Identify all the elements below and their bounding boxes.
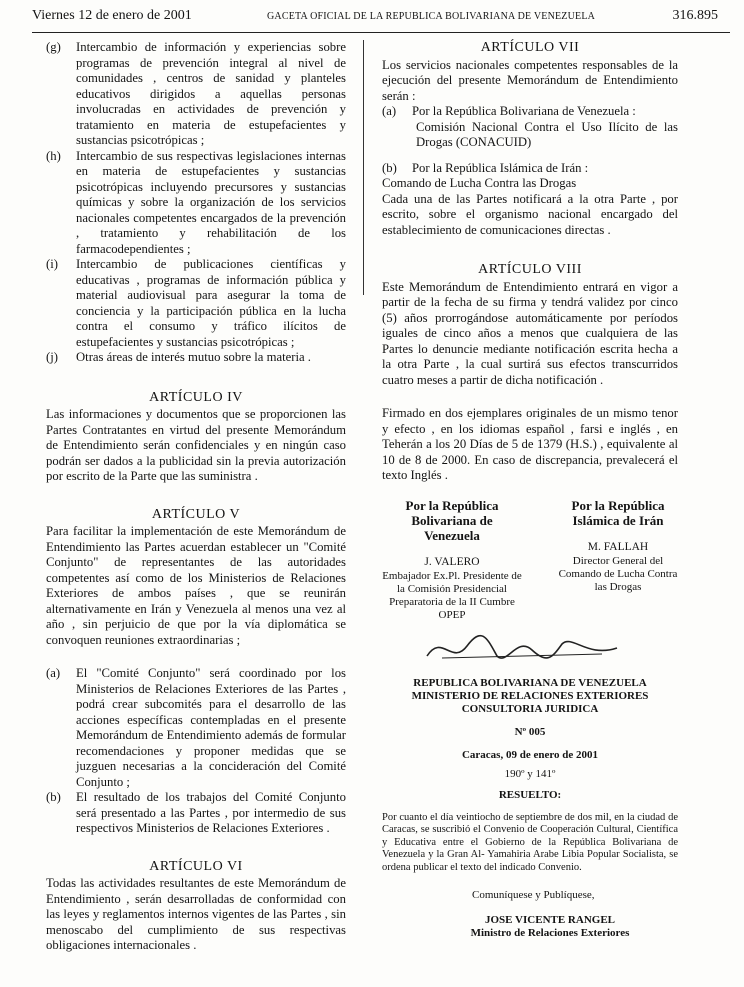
item-label: (b) [382,160,397,175]
column-divider [363,40,364,295]
resolution-years: 190º y 141º [504,767,556,780]
header-date: Viernes 12 de enero de 2001 [32,8,192,23]
resolution-header-line: CONSULTORIA JURIDICA [461,702,599,715]
header-page-number: 316.895 [672,8,718,23]
item-text: Intercambio de información y experiencias sobre programas de prevención integral al nivel de comunidades , centros de sanidad y planteles educativos dirigidos a aquellas personas involucradas en actividades de prevención y tratamiento en materia de estupefacientes y sustancias psicotrópicas ; [76,40,346,147]
list-item [46,790,346,837]
article-6-title: ARTÍCULO VI [149,858,243,874]
list-item [46,350,346,366]
signatures [382,498,678,623]
resolution-header [382,677,678,716]
resolution-header-line: REPUBLICA BOLIVARIANA DE VENEZUELA [413,676,647,689]
item-text: Por la República Bolivariana de Venezuela : [412,104,636,118]
item-text: Otras áreas de interés mutuo sobre la materia . [76,350,311,364]
list-item [46,40,346,149]
minister-name: JOSE VICENTE RANGEL [485,913,615,926]
item-text: Intercambio de publicaciones científicas y educativas , programas de información pública y material audiovisual para asegurar la toma de conciencia y la participación pública en la lucha contra el consumo y tráfico ilícitos de estupefacientes y sustancias psicotrópicas ; [76,257,346,349]
item-text: El "Comité Conjunto" será coordinado por los Ministerios de Relaciones Exteriores de las Partes , podrá crear subcomités para el desarrollo de las acciones específicas contempladas en el presente Memorándum de Entendimiento además de formular recomendaciones y proponer medidas que se juzguen necesarias a la concideración del Comité Conjunto ; [76,666,346,789]
list-item [46,257,346,350]
signature-role: Director General del Comando de Lucha Contra las Drogas [558,555,678,593]
right-column [382,40,678,940]
item-label: (a) [382,104,397,118]
resolution-body: Por cuanto el día veintiocho de septiembre de dos mil, en la ciudad de Caracas, se suscribió el Convenio de Cooperación Cultural, Científica y Educativa entre el Gobierno de la República Bolivariana de Venezuela y la Gran Al- Yamahiria Arabe Libia Popular Socialista, se ordena publicar el texto del indicado Convenio. [382,811,678,873]
page-header [32,4,730,33]
item-label: (a) [46,666,61,680]
signature-role: Embajador Ex.Pl. Presidente de la Comisión Presidencial Preparatoria de la II Cumbre OPEP [382,570,522,621]
signature-name: M. FALLAH [587,540,649,553]
article-4-text: Las informaciones y documentos que se proporcionen las Partes Contratantes en virtud del presente Memorándum de Entendimiento serán confidenciales y en ningún caso podrán ser dados a la publicidad sin la previa autorización por escrito de la Parte que las suministra . [46,407,346,483]
item-label: (j) [46,350,58,364]
article-7-item-a [382,104,678,120]
resolution-closing: Comuníquese y Publíquese, [472,889,595,901]
article-8-text: Este Memorándum de Entendimiento entrará en vigor a partir de la fecha de su firma y tendrá validez por cinco (5) años prorrogándose automáticamente por períodos iguales de cinco años a menos que cualquiera de las Partes lo denuncie mediante notificación escrita hecha a la otra Parte , la cual surtirá sus efectos transcurridos cuatro meses a partir de dicha notificación . [382,279,678,387]
article-5-title: ARTÍCULO V [151,506,241,522]
article-7-text-2: Cada una de las Partes notificará a la otra Parte , por escrito, sobre el organismo nacional encargado del establecimiento de comunicaciones directas . [382,191,678,237]
article-6-text: Todas las actividades resultantes de este Memorándum de Entendimiento , serán desarrolladas de conformidad con las leyes y reglamentos internos vigentes de las Partes , sin menoscabo del cumplimiento de sus respectivas obligaciones internacionales . [46,876,346,952]
item-label: (g) [46,40,61,54]
signed-text: Firmado en dos ejemplares originales de un mismo tenor y efecto , en los idiomas español , farsi e inglés , en Teherán a los 20 Días de 5 de 1379 (H.S.) , equivalente al 10 de 8 de 2000. En caso de discrepancia, prevalecerá el texto Inglés . [382,406,678,482]
handwritten-signature [422,628,622,668]
article-5-items [46,666,346,837]
article-7-text: Los servicios nacionales competentes responsables de la ejecución del presente Memorándum de Entendimiento serán : [382,57,678,103]
item-text: El resultado de los trabajos del Comité Conjunto será presentado a las Partes , por intermedio de sus respectivos Ministerios de Relaciones Exteriores . [76,790,346,835]
article-4-title: ARTÍCULO IV [149,389,243,405]
signature-venezuela [382,498,522,623]
article-5-text: Para facilitar la implementación de este Memorándum de Entendimiento las Partes acuerdan establecer un "Comité Conjunto" de representantes de las autoridades competentes así como de los Ministerios de Relaciones Exteriores de ambos países , que se reunirán alternativamente en Irán y Venezuela al menos una vez al año , sin perjuicio de que por la vía diplomática se convoquen reuniones extraordinarias ; [46,524,346,647]
items-g-to-j [46,40,346,366]
article-7-item-a-detail: Comisión Nacional Contra el Uso Ilícito de las Drogas (CONACUID) [416,119,678,149]
signature-party: Por la República Bolivariana de Venezuela [405,497,499,543]
article-7-title: ARTÍCULO VII [480,40,580,55]
list-item [46,666,346,790]
left-column [46,40,346,954]
minister-title: Ministro de Relaciones Exteriores [470,926,630,939]
item-text: Intercambio de sus respectivas legislaciones internas en materia de estupefacientes y sustancias psicotrópicas incluyendo precursores y sustancias químicas y sobre la organización de los servicios nacionales competentes encargados de la prevención , tratamiento y rehabilitación de los farmacodependientes ; [76,148,346,256]
resolution-title: RESUELTO: [498,788,562,801]
list-item [46,149,346,258]
resolution-place-date: Caracas, 09 de enero de 2001 [461,748,599,761]
signature-name: J. VALERO [424,555,480,568]
item-label: (b) [46,790,61,804]
signature-party: Por la República Islámica de Irán [571,497,665,528]
article-8-title: ARTÍCULO VIII [478,262,582,277]
item-label: (i) [46,257,58,271]
article-7-item-b-detail: Comando de Lucha Contra las Drogas [382,176,577,190]
item-text: Por la República Islámica de Irán : [412,160,589,175]
article-7-item-b [382,161,678,177]
header-publication: GACETA OFICIAL DE LA REPUBLICA BOLIVARIANA DE VENEZUELA [267,11,596,22]
resolution-number: Nº 005 [514,725,546,738]
signature-iran [558,498,678,623]
item-label: (h) [46,148,61,163]
resolution-header-line: MINISTERIO DE RELACIONES EXTERIORES [411,689,649,702]
